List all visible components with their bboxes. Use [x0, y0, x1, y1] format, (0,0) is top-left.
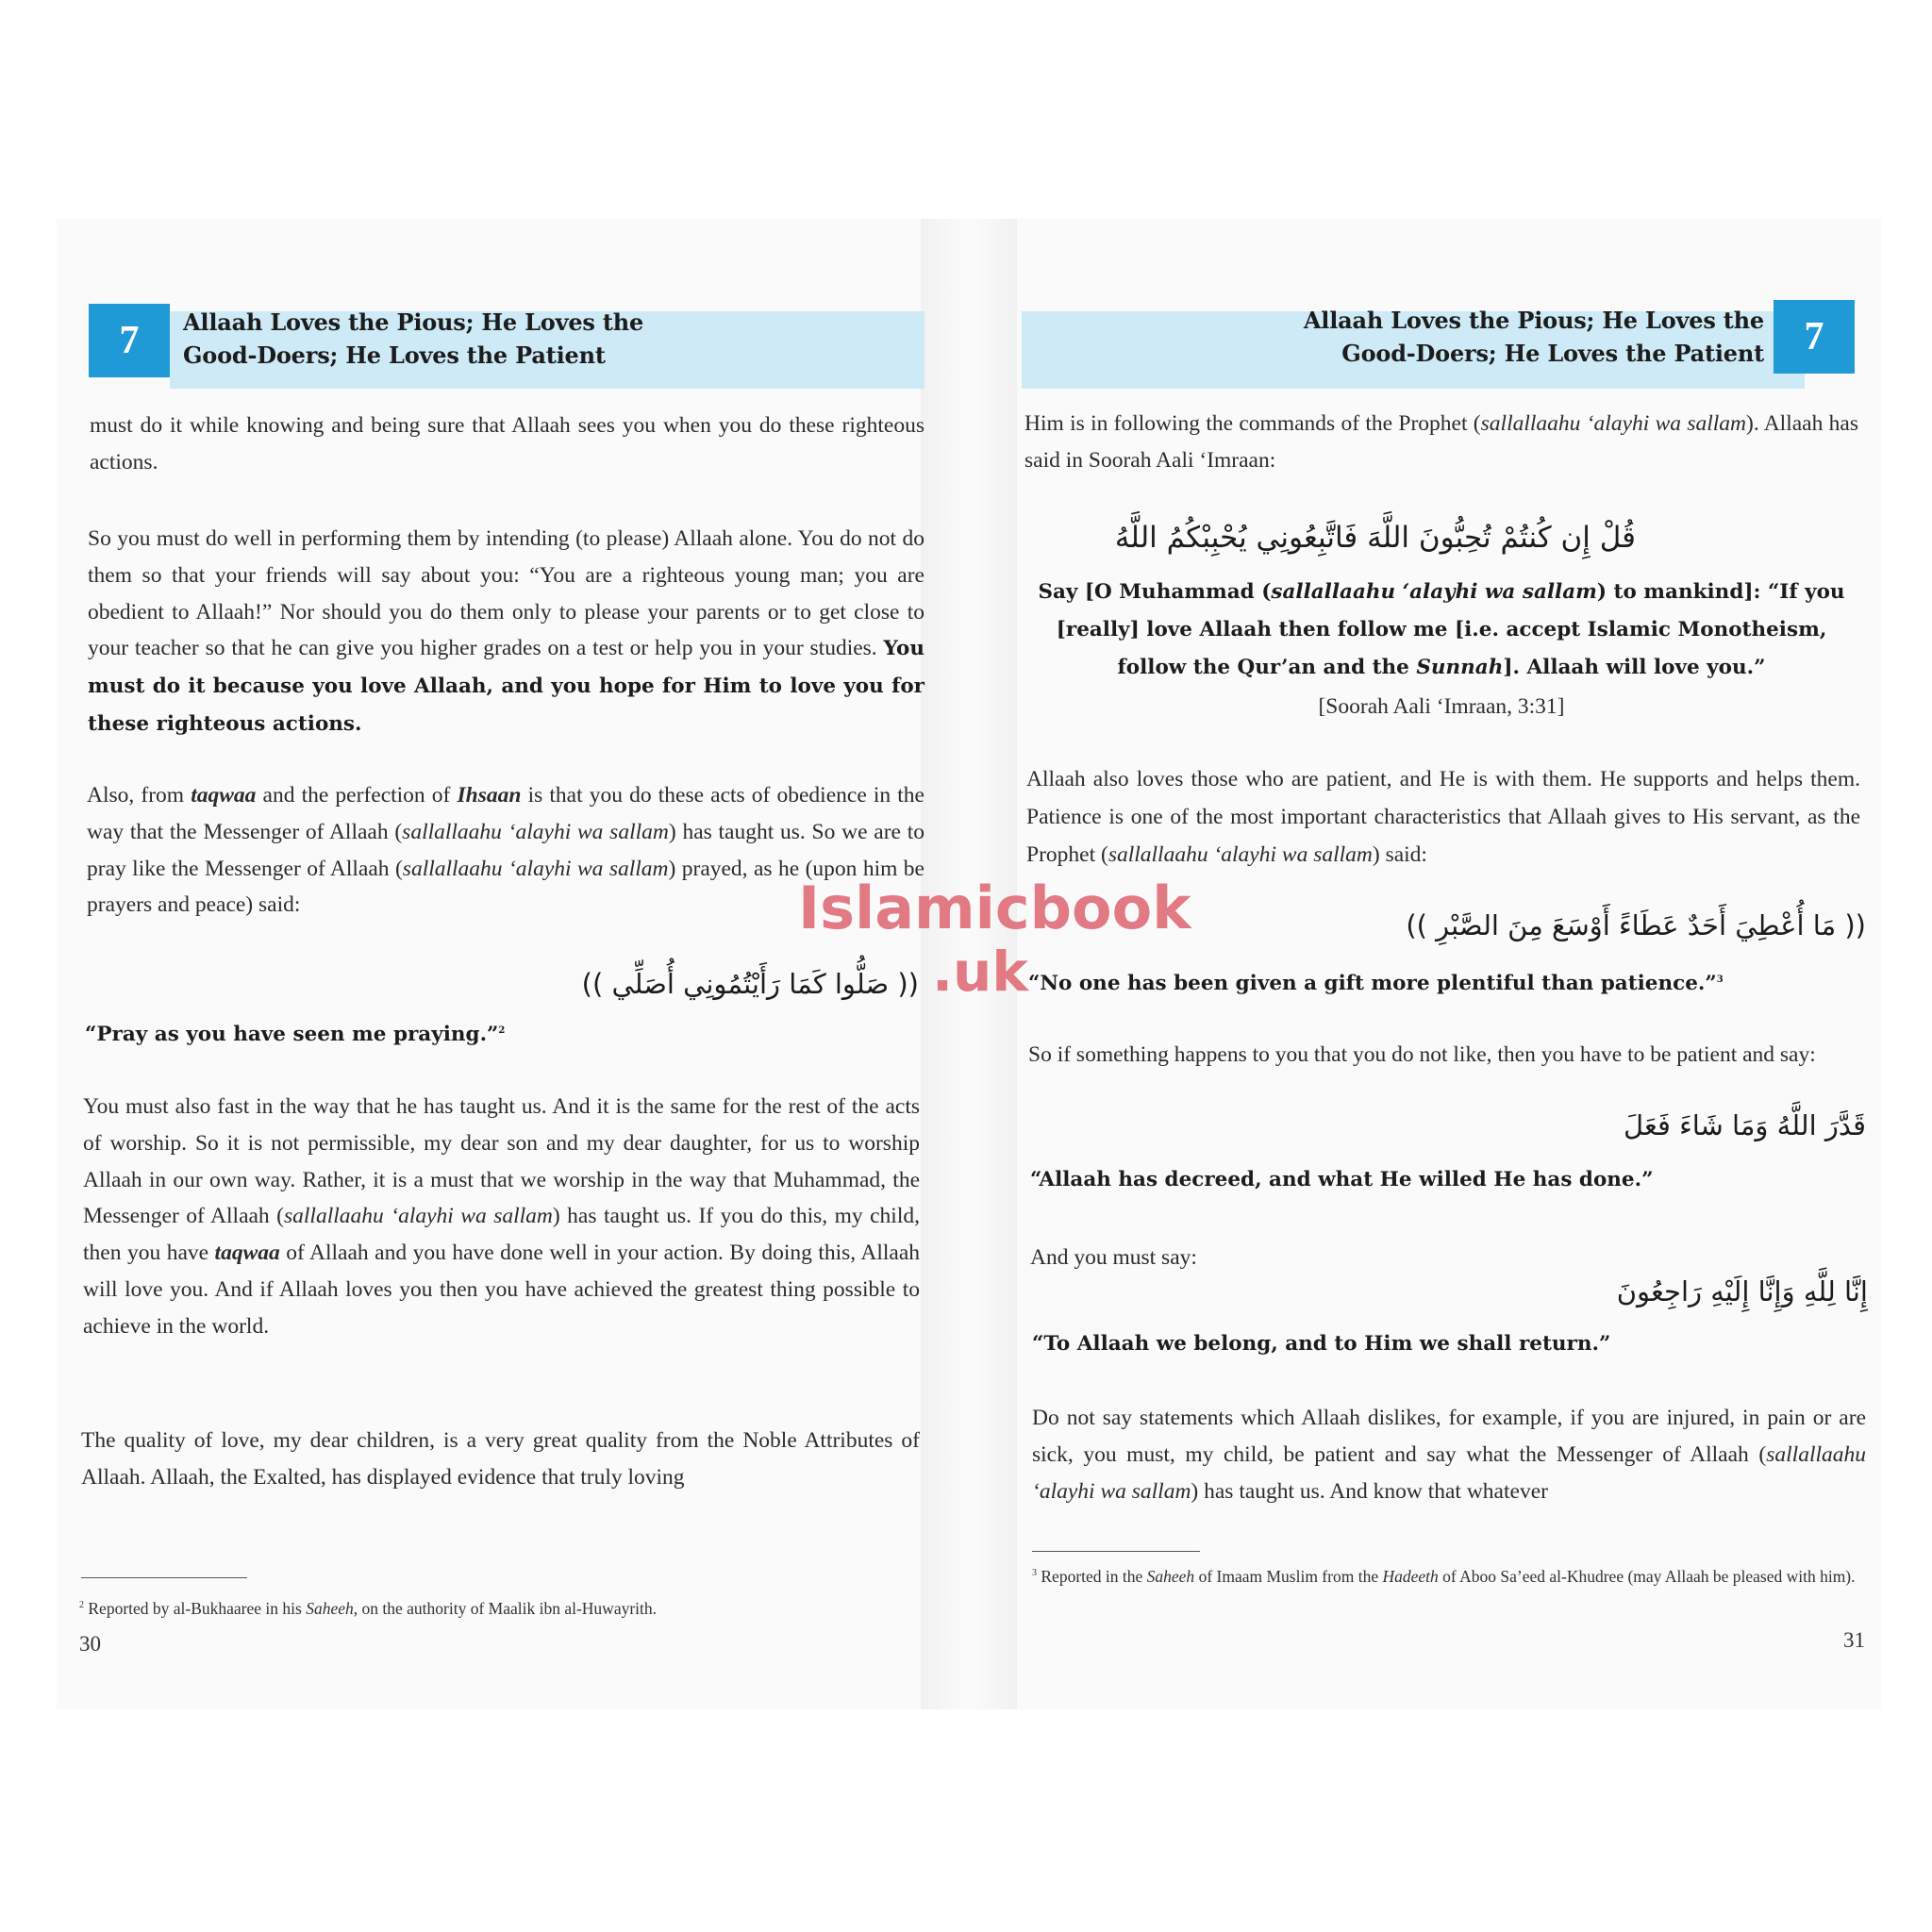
left-footnote-rule [81, 1577, 247, 1578]
left-salawat-2: sallallaahu ‘alayhi wa sallam [402, 856, 669, 881]
left-para-3-a: Also, from [87, 783, 192, 808]
right-footnote-hadeeth: Hadeeth [1382, 1566, 1439, 1586]
left-chapter-title [183, 306, 749, 372]
left-footnote-mark: 2 [79, 1600, 84, 1610]
right-footnote-mark: 3 [1032, 1568, 1037, 1578]
left-para-1: must do it while knowing and being sure that Allaah sees you when you do these righteous actions. [90, 413, 924, 475]
left-term-ihsaan: Ihsaan [457, 783, 522, 808]
left-footnote [79, 1591, 919, 1624]
right-ayah-a: Say [O Muhammad ( [1038, 580, 1272, 604]
right-hadith-translation [1028, 962, 1840, 1003]
right-footnote-rule [1032, 1551, 1200, 1552]
right-ayah-sunnah: Sunnah [1416, 656, 1504, 679]
right-para-4: And you must say: [1030, 1245, 1197, 1270]
left-para-3-d: ) has taught us. So we are to pray like the Messenger of Allaah ( [87, 819, 924, 881]
right-para-5-a: Do not say statements which Allaah dislikes, for example, if you are injured, in pain or are sick, you must, my child, be patient and say what the Messenger of Allaah ( [1032, 1406, 1866, 1467]
right-hadith-translation-text: “No one has been given a gift more plentiful than patience.” [1028, 972, 1717, 996]
left-term-taqwaa-2: taqwaa [214, 1241, 280, 1266]
right-para-2 [1026, 760, 1860, 874]
left-para-3-e: ) prayed, as he (upon him be prayers and peace) said: [87, 856, 924, 918]
right-footnote-c: of Aboo Sa’eed al-Khudree (may Allaah be pleased with him). [1438, 1566, 1856, 1586]
left-footnote-b: , on the authority of Maalik ibn al-Huwayrith. [353, 1598, 658, 1618]
left-para-4-b: ) has taught us. If you do this, my child, then you have [83, 1204, 920, 1266]
right-ayah-translation [1024, 574, 1858, 687]
left-page-number: 30 [79, 1632, 101, 1656]
left-para-3-c: is that you do these acts of obedience in the way that the Messenger of Allaah ( [87, 783, 924, 844]
right-para-5 [1032, 1400, 1866, 1509]
left-hadith-translation [85, 1013, 651, 1054]
right-page-number: 31 [1843, 1628, 1865, 1652]
right-hadith-footnote-mark: 3 [1716, 974, 1724, 985]
right-footnote [1032, 1558, 1862, 1591]
right-footnote-saheeh: Saheeh [1146, 1566, 1195, 1586]
right-arabic-return: إِنَّا لِلَّهِ وَإِنَّا إِلَيْهِ رَاجِعُونَ [1616, 1275, 1868, 1307]
watermark-line1: Islamicbook [798, 874, 1191, 942]
right-ayah-reference: [Soorah Aali ‘Imraan, 3:31] [1318, 694, 1565, 719]
left-salawat-3: sallallaahu ‘alayhi wa sallam [284, 1204, 553, 1229]
right-arabic-decree: قَدَّرَ اللَّهُ وَمَا شَاءَ فَعَلَ [1624, 1109, 1866, 1141]
right-footnote-a: Reported in the [1041, 1566, 1147, 1586]
left-arabic-hadith: (( صَلُّوا كَمَا رَأَيْتُمُونِي أُصَلِّي )) [581, 968, 919, 1000]
right-arabic-hadith: (( مَا أُعْطِيَ أَحَدٌ عَطَاءً أَوْسَعَ مِنَ الصَّبْرِ )) [1406, 909, 1866, 941]
right-title-line2: Good-Doers; He Loves the Patient [1341, 340, 1764, 367]
right-ayah-c: ]. Allaah will love you.” [1503, 656, 1766, 679]
right-chapter-title [1198, 304, 1764, 370]
right-para-1 [1024, 406, 1858, 479]
left-para-5: The quality of love, my dear children, is a very great quality from the Noble Attributes of Allaah. Allaah, the Exalted, has displayed evidence that truly loving [81, 1428, 920, 1490]
right-salawat-4: sallallaahu ‘alayhi wa sallam [1032, 1441, 1866, 1504]
right-para-1-a: Him is in following the commands of the Prophet ( [1024, 411, 1481, 436]
left-hadith-footnote-mark: 2 [498, 1025, 506, 1036]
left-para-4-a: You must also fast in the way that he has taught us. And it is the same for the rest of the acts of worship. So it is not permissible, my dear son and my dear daughter, for us to worship Allaah in our own way. Rather, it is a must that we worship in the way that Muhammad, the Messenger of Allaah ( [83, 1094, 920, 1229]
watermark-line2: .uk [932, 940, 1028, 1004]
left-para-2 [88, 521, 924, 743]
left-title-line2: Good-Doers; He Loves the Patient [183, 341, 606, 369]
left-term-taqwaa: taqwaa [191, 783, 257, 808]
right-salawat-1: sallallaahu ‘alayhi wa sallam [1480, 411, 1746, 436]
right-para-2-a: Allaah also loves those who are patient, and He is with them. He supports and helps them. Patience is one of the most important characteristics that Allaah gives to His servant, as the Prophet ( [1026, 767, 1860, 867]
left-footnote-saheeh: Saheeh [306, 1598, 354, 1618]
right-para-2-b: ) said: [1372, 842, 1427, 867]
right-chapter-number: 7 [1774, 300, 1855, 374]
left-para-2-text: So you must do well in performing them by intending (to please) Allaah alone. You do not do them so that your friends will say about you: “You are a righteous young man; you are obedient to Allaah!” Nor should you do them only to please your parents or to get close to your teacher so that he can give you higher grades on a test or help you in your studies. [88, 526, 924, 661]
left-para-3-b: and the perfection of [256, 783, 458, 808]
right-footnote-b: of Imaam Muslim from the [1194, 1566, 1383, 1586]
right-para-1-b: ). Allaah has said in Soorah Aali ‘Imraan: [1024, 411, 1858, 473]
right-title-line1: Allaah Loves the Pious; He Loves the [1303, 307, 1764, 334]
left-chapter-number: 7 [89, 304, 170, 377]
left-para-2-bold: You must do it because you love Allaah, and you hope for Him to love you for these righteous actions. [88, 637, 924, 736]
right-decree-translation: “Allaah has decreed, and what He willed He has done.” [1030, 1168, 1654, 1191]
right-para-3: So if something happens to you that you do not like, then you have to be patient and say: [1028, 1042, 1816, 1067]
left-title-line1: Allaah Loves the Pious; He Loves the [183, 308, 644, 336]
right-para-5-b: ) has taught us. And know that whatever [1191, 1478, 1548, 1504]
right-arabic-ayah: قُلْ إِن كُنتُمْ تُحِبُّونَ اللَّهَ فَاتَّبِعُونِي يُحْبِبْكُمُ اللَّهُ [1114, 521, 1636, 555]
right-return-translation: “To Allaah we belong, and to Him we shall return.” [1032, 1332, 1611, 1356]
left-footnote-a: Reported by al-Bukhaaree in his [88, 1598, 307, 1618]
left-hadith-translation-text: “Pray as you have seen me praying.” [85, 1023, 499, 1047]
right-salawat-2: sallallaahu ‘alayhi wa sallam [1271, 580, 1597, 604]
right-ayah-b: ) to mankind]: “If you [really] love Allaah then follow me [i.e. accept Islamic Monotheism, follow the Qur’an and the [1056, 580, 1845, 679]
left-para-4 [83, 1089, 920, 1345]
right-salawat-3: sallallaahu ‘alayhi wa sallam [1108, 842, 1373, 867]
left-para-4-c: of Allaah and you have done well in your action. By doing this, Allaah will love you. And if Allaah loves you then you have achieved the greatest thing possible to achieve in the world. [83, 1241, 920, 1339]
left-salawat-1: sallallaahu ‘alayhi wa sallam [402, 819, 669, 844]
